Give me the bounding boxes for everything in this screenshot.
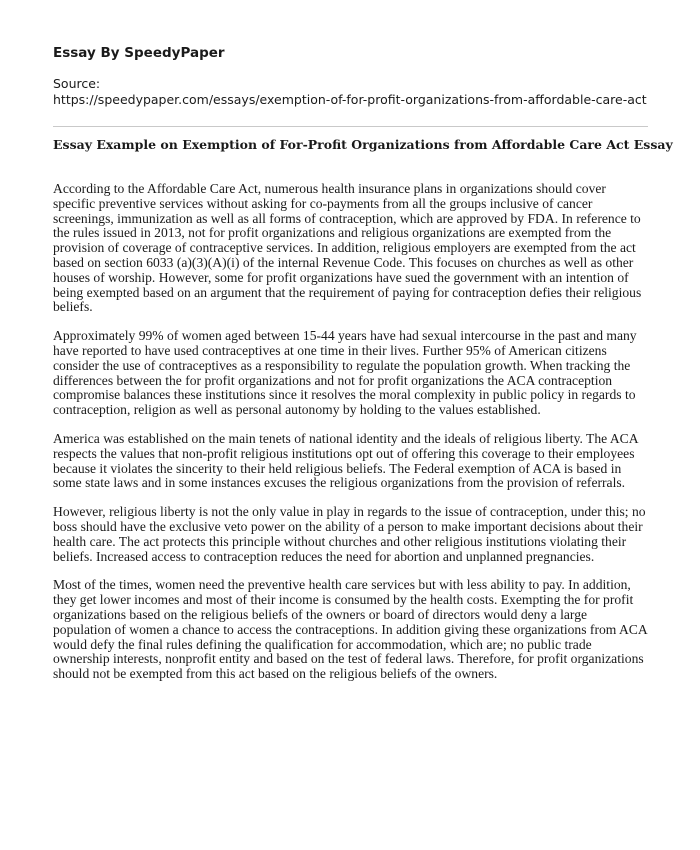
divider xyxy=(53,126,648,127)
paragraph: However, religious liberty is not the only value in play in regards to the issue of contraception, under this; no boss should have the exclusive veto power on the ability of a person to make important decisions about their health care. The act protects this principle without churches and other religious institutions violating their beliefs. Increased access to contraception reduces the need for abortion and unplanned pregnancies. xyxy=(53,504,646,564)
source-block xyxy=(53,76,648,108)
essay-title: Essay Example on Exemption of For-Profit Organizations from Affordable Care Act Essay xyxy=(53,137,673,152)
essay-body xyxy=(53,182,648,682)
paragraph: Most of the times, women need the preventive health care services but with less ability to pay. In addition, they get lower incomes and most of their income is consumed by the health costs. Exempting the for profit organizations based on the religious beliefs of the owners or board of directors would deny a large population of women a chance to access the contraceptions. In addition giving these organizations from ACA would defy the final rules defining the qualification for accommodation, which are; no public trade ownership interests, nonprofit entity and based on the test of federal laws. Therefore, for profit organizations should not be exempted from this act based on the religious beliefs of the owners. xyxy=(53,577,647,682)
source-url[interactable]: https://speedypaper.com/essays/exemption-of-for-profit-organizations-from-affordable-care-act xyxy=(53,92,647,107)
paragraph: According to the Affordable Care Act, numerous health insurance plans in organizations should cover specific preventive services without asking for co-payments from all the groups inclusive of cancer screenings, immunization as well as all forms of contraception, which are approved by FDA. In reference to the rules issued in 2013, not for profit organizations and religious organizations are exempted from the provision of coverage of contraceptive services. In addition, religious employers are exempted from the act based on section 6033 (a)(3)(A)(i) of the internal Revenue Code. This focuses on churches as well as other houses of worship. However, some for profit organizations have sued the government with an intention of being exempted based on an argument that the requirement of paying for contraception defies their religious beliefs. xyxy=(53,181,642,315)
source-label: Source: xyxy=(53,76,101,91)
paragraph: Approximately 99% of women aged between 15-44 years have had sexual intercourse in the past and many have reported to have used contraceptives at one time in their lives. Further 95% of American citizens consider the use of contraceptives as a responsibility to regulate the population growth. When tracking the differences between the for profit organizations and not for profit organizations the ACA contraception compromise balances these institutions since it resolves the moral complexity in public policy in regards to contraception, religion as well as personal autonomy by holding to the values established. xyxy=(53,328,637,418)
paragraph: America was established on the main tenets of national identity and the ideals of religious liberty. The ACA respects the values that non-profit religious institutions opt out of offering this coverage to their employees because it violates the sincerity to their held religious beliefs. The Federal exemption of ACA is based in some state laws and in some instances excuses the religious organizations from the provision of referrals. xyxy=(53,430,638,491)
brand-title: Essay By SpeedyPaper xyxy=(53,45,225,61)
